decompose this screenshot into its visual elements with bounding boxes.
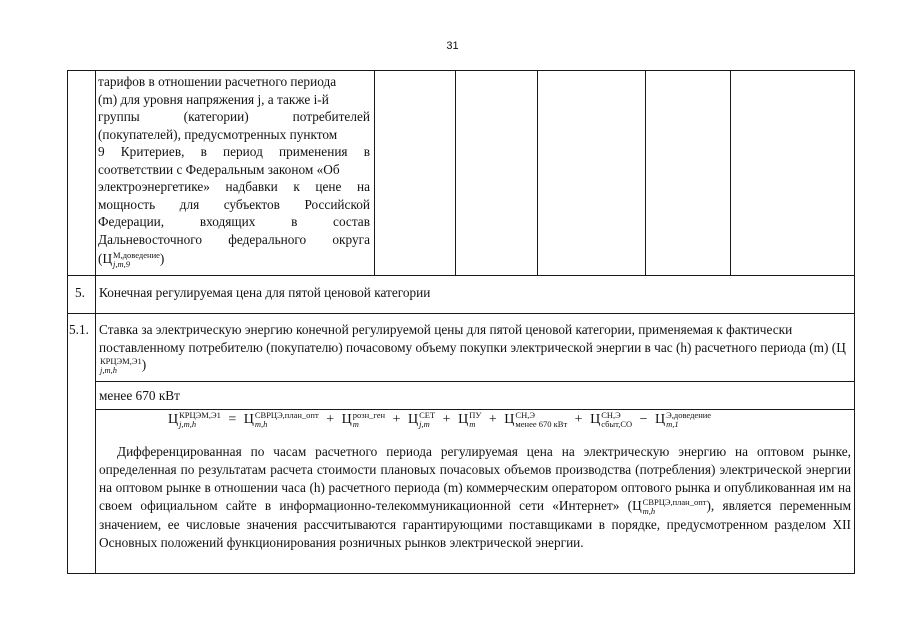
capacity-subheading: менее 670 кВт bbox=[99, 388, 180, 403]
formula-plus: + bbox=[488, 412, 497, 427]
continuation-line: тарифов в отношении расчетного периода bbox=[98, 74, 337, 89]
symbol-superscript: М,доведение bbox=[113, 249, 160, 260]
formula-equals: = bbox=[228, 412, 237, 427]
formula-term: Ц СЕТ j,m bbox=[407, 410, 436, 429]
value-column-divider bbox=[455, 70, 456, 275]
price-symbol: Ц bbox=[836, 339, 846, 355]
price-symbol: Ц bbox=[632, 498, 642, 513]
left-border bbox=[67, 70, 68, 574]
row-number: 5. bbox=[75, 285, 85, 300]
symbol-superscript: КРЦЭМ,Э1 bbox=[100, 355, 142, 366]
row-divider bbox=[67, 275, 854, 276]
row-number: 5.1. bbox=[69, 322, 89, 337]
continuation-line: мощность для субъектов Российской bbox=[98, 196, 370, 212]
formula-term: Ц Э,доведение m,1 bbox=[655, 410, 712, 429]
continuation-symbol: (Ц М,доведение j,m,9 ) bbox=[98, 249, 165, 269]
continuation-line: (покупателей), предусмотренных пунктом bbox=[98, 126, 338, 142]
formula-term: Ц СН,Э менее 670 кВт bbox=[504, 410, 568, 429]
formula-plus: + bbox=[326, 412, 335, 427]
symbol-subscript: j,m,9 bbox=[113, 258, 131, 269]
price-symbol: Ц bbox=[102, 251, 113, 266]
continuation-line: электроэнергетике» надбавки к цене на bbox=[98, 179, 370, 194]
row-description: Ставка за электрическую энергию конечной регулируемой цены для пятой ценовой категории, применяемая к фактически поставленному потребителю (покупателю) почасовому объему покупки электрической энергии в час (h) расчетного периода (m) (Ц КРЦЭМ,Э1 j,m,h ) bbox=[99, 322, 846, 375]
price-formula bbox=[168, 411, 808, 429]
continuation-line: (m) для уровня напряжения j, а также i-й bbox=[98, 91, 329, 107]
continuation-line: Дальневосточного федерального округа bbox=[98, 231, 370, 247]
number-column-divider bbox=[95, 70, 96, 574]
formula-plus: + bbox=[442, 412, 451, 427]
continuation-line: группы (категории) потребителей bbox=[98, 109, 370, 124]
symbol-subscript: j,m,h bbox=[100, 364, 117, 375]
continuation-cell bbox=[98, 73, 370, 269]
formula-term: Ц ПУ m bbox=[458, 410, 482, 429]
formula-term: Ц розн_ген m bbox=[341, 410, 386, 429]
top-border bbox=[67, 70, 854, 71]
continuation-line: Федерации, входящих в состав bbox=[98, 214, 370, 229]
value-column-divider bbox=[374, 70, 375, 275]
formula-description: Дифференцированная по часам расчетного периода регулируемая цена на электрическую энергию на оптовом рынке, определенная по результатам расчета стоимости плановых почасовых объемов производства (потребления) электрической энергии на оптовом рынке в отношении часа (h) расчетного периода (m) коммерческим оператором оптового рынка и опубликованная им на своем официальном сайте в информационно-телекоммуникационной сети «Интернет» (Ц СВРЦЭ,план_опт m,h ), является переменным значением, ее числовые значения рассчитываются гарантирующими поставщиками в порядке, предусмотренном разделом XII Основных положений функционирования розничных рынков электрической энергии. bbox=[99, 444, 851, 550]
formula-term: Ц СВРЦЭ,план_опт m,h bbox=[243, 410, 319, 429]
page-number: 31 bbox=[446, 40, 459, 52]
right-border bbox=[854, 70, 855, 574]
row-divider bbox=[67, 313, 854, 314]
formula-minus: − bbox=[639, 412, 648, 427]
formula-plus: + bbox=[574, 412, 583, 427]
value-column-divider bbox=[730, 70, 731, 275]
formula-plus: + bbox=[392, 412, 401, 427]
value-column-divider bbox=[645, 70, 646, 275]
row-divider bbox=[95, 381, 854, 382]
continuation-line: 9 Критериев, в период применения в bbox=[98, 144, 370, 159]
formula-term: Ц СН,Э сбыт,СО bbox=[590, 410, 633, 429]
bottom-border bbox=[67, 573, 854, 574]
row-title: Конечная регулируемая цена для пятой ценовой категории bbox=[99, 285, 431, 300]
continuation-line: соответствии с Федеральным законом «Об bbox=[98, 161, 340, 177]
value-column-divider bbox=[537, 70, 538, 275]
formula-term-lhs: Ц КРЦЭМ,Э1 j,m,h bbox=[168, 410, 221, 429]
